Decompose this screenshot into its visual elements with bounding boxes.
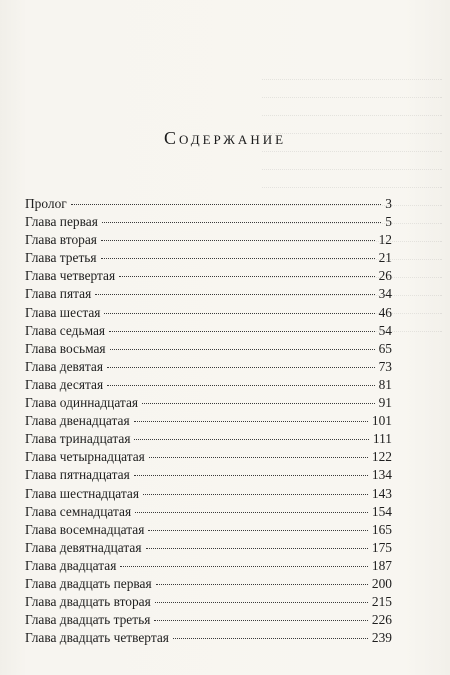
dot-leader <box>120 566 368 567</box>
toc-entry[interactable] <box>25 629 392 647</box>
toc-entry-page-number: 122 <box>371 449 392 465</box>
toc-entry-label: Глава двадцать первая <box>25 575 152 591</box>
toc-entry[interactable] <box>25 285 392 303</box>
toc-entry-page-number: 111 <box>372 431 392 447</box>
dot-leader <box>156 584 368 585</box>
toc-entry[interactable] <box>25 376 392 394</box>
dot-leader <box>109 331 375 332</box>
dot-leader <box>119 276 374 277</box>
toc-entry-label: Глава третья <box>25 250 97 266</box>
dot-leader <box>95 294 374 295</box>
toc-entry[interactable] <box>25 611 392 629</box>
dot-leader <box>146 548 368 549</box>
dot-leader <box>101 258 375 259</box>
toc-entry-page-number: 5 <box>385 214 392 230</box>
toc-entry-label: Глава четвертая <box>25 268 116 284</box>
toc-entry-label: Глава вторая <box>25 232 97 248</box>
toc-entry[interactable] <box>25 249 392 267</box>
toc-entry-label: Глава двадцать вторая <box>25 594 151 610</box>
dot-leader <box>101 240 375 241</box>
toc-entry-label: Глава тринадцатая <box>25 431 131 447</box>
toc-entry[interactable] <box>25 195 392 213</box>
toc-entry-page-number: 26 <box>378 268 392 284</box>
toc-entry[interactable] <box>25 394 392 412</box>
dot-leader <box>149 457 368 458</box>
dot-leader <box>134 439 368 440</box>
toc-entry-label: Глава шестая <box>25 304 101 320</box>
dot-leader <box>173 638 368 639</box>
toc-entry[interactable] <box>25 593 392 611</box>
toc-entry[interactable] <box>25 358 392 376</box>
toc-entry[interactable] <box>25 430 392 448</box>
toc-entry-label: Глава пятнадцатая <box>25 467 130 483</box>
toc-entry-page-number: 215 <box>371 594 392 610</box>
toc-entry-page-number: 134 <box>371 467 392 483</box>
toc-entry-label: Глава двадцатая <box>25 557 117 573</box>
toc-entry-page-number: 200 <box>371 575 392 591</box>
toc-entry-page-number: 154 <box>371 503 392 519</box>
dot-leader <box>110 349 375 350</box>
toc-entry[interactable] <box>25 557 392 575</box>
toc-entry[interactable] <box>25 231 392 249</box>
toc-entry-label: Глава девятая <box>25 358 103 374</box>
toc-entry-page-number: 65 <box>378 340 392 356</box>
toc-entry-page-number: 34 <box>378 286 392 302</box>
dot-leader <box>154 620 368 621</box>
toc-entry-label: Глава двадцать третья <box>25 612 151 628</box>
dot-leader <box>107 385 375 386</box>
toc-entry-page-number: 21 <box>378 250 392 266</box>
toc-entry-page-number: 187 <box>371 557 392 573</box>
toc-entry-page-number: 12 <box>378 232 392 248</box>
toc-entry[interactable] <box>25 539 392 557</box>
toc-entry-label: Глава девятнадцатая <box>25 539 142 555</box>
toc-title: Содержание <box>163 128 287 148</box>
dot-leader <box>134 475 368 476</box>
toc-entry-page-number: 54 <box>378 322 392 338</box>
toc-entry-label: Пролог <box>25 196 67 211</box>
toc-entry[interactable] <box>25 521 392 539</box>
toc-entry[interactable] <box>25 448 392 466</box>
toc-entry-page-number: 175 <box>371 539 392 555</box>
toc-entry[interactable] <box>25 322 392 340</box>
toc-entry-label: Глава одиннадцатая <box>25 395 139 411</box>
dot-leader <box>148 530 368 531</box>
dot-leader <box>102 222 381 223</box>
toc-entry[interactable] <box>25 304 392 322</box>
toc-entry-label: Глава восемнадцатая <box>25 521 145 537</box>
dot-leader <box>143 494 368 495</box>
toc-entry[interactable] <box>25 213 392 231</box>
toc-entry[interactable] <box>25 503 392 521</box>
toc-entry[interactable] <box>25 412 392 430</box>
toc-entry-page-number: 165 <box>371 521 392 537</box>
toc-entry-page-number: 46 <box>378 304 392 320</box>
toc-entry-page-number: 91 <box>378 395 392 411</box>
toc-entry-label: Глава двенадцатая <box>25 413 130 429</box>
toc-entry-page-number: 81 <box>378 376 392 392</box>
toc-entry-page-number: 73 <box>378 358 392 374</box>
toc-entry-label: Глава пятая <box>25 286 92 302</box>
toc-entry-label: Глава семнадцатая <box>25 503 132 519</box>
dot-leader <box>107 367 375 368</box>
dot-leader <box>104 313 374 314</box>
toc-entry-page-number: 143 <box>371 485 392 501</box>
toc-entry-label: Глава двадцать четвертая <box>25 630 169 646</box>
toc-entry-label: Глава седьмая <box>25 322 106 338</box>
toc-entry-label: Глава первая <box>25 214 98 230</box>
dot-leader <box>71 204 382 205</box>
toc-entry[interactable] <box>25 485 392 503</box>
toc-entry-label: Глава четырнадцатая <box>25 449 145 465</box>
toc-entry-page-number: 226 <box>371 612 392 628</box>
dot-leader <box>135 512 368 513</box>
toc-entry-label: Глава шестнадцатая <box>25 485 139 501</box>
toc-entry-page-number: 239 <box>371 630 392 646</box>
toc-entry-page-number: 3 <box>385 196 392 211</box>
dot-leader <box>142 403 375 404</box>
toc-entry[interactable] <box>25 466 392 484</box>
toc-entry[interactable] <box>25 267 392 285</box>
dot-leader <box>134 421 368 422</box>
toc-entry-label: Глава десятая <box>25 376 104 392</box>
toc-entry-page-number: 101 <box>371 413 392 429</box>
toc-entry[interactable] <box>25 575 392 593</box>
toc-entry-label: Глава восьмая <box>25 340 106 356</box>
dot-leader <box>155 602 368 603</box>
toc-list <box>25 195 392 647</box>
toc-entry[interactable] <box>25 340 392 358</box>
